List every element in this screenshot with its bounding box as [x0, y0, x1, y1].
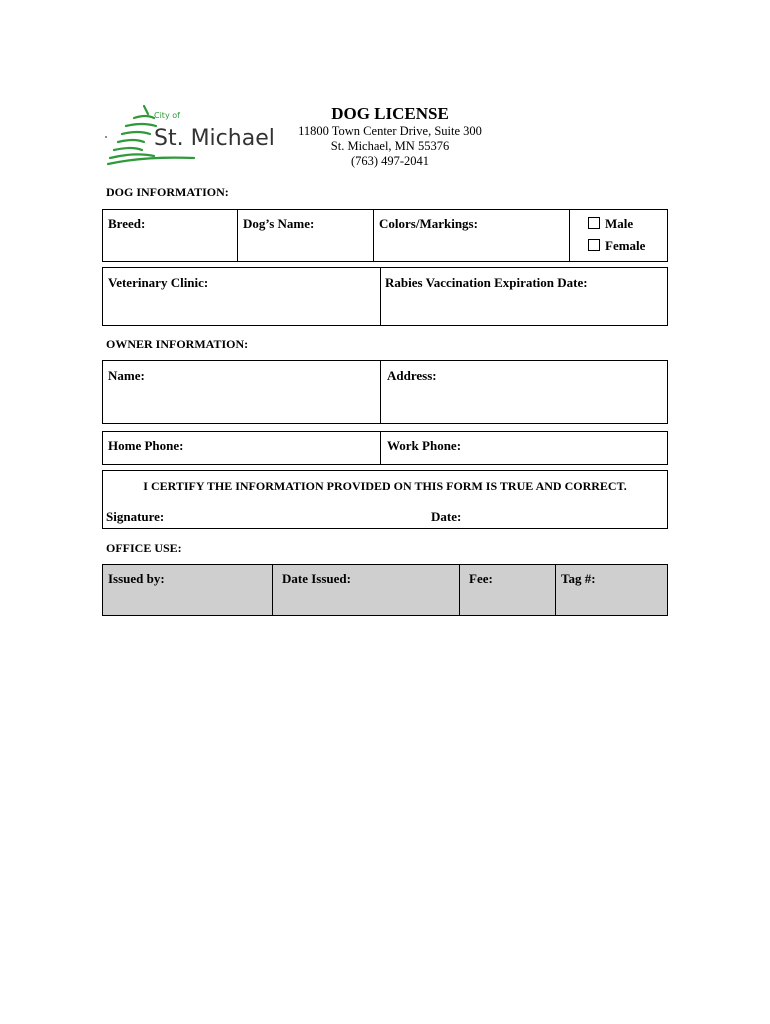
owner-address-field[interactable] — [380, 361, 667, 423]
date-issued-field[interactable] — [272, 565, 459, 615]
dog-info-row-2 — [102, 267, 668, 326]
colors-label: Colors/Markings: — [379, 216, 478, 231]
address-line-2: St. Michael, MN 55376 — [330, 139, 450, 153]
owner-info-row-1 — [102, 360, 668, 424]
date-label: Date: — [431, 509, 462, 524]
phone-number: (763) 497-2041 — [350, 154, 430, 168]
date-field[interactable] — [431, 509, 461, 525]
logo-small-text: City of — [154, 111, 180, 120]
dog-name-label: Dog’s Name: — [243, 216, 315, 231]
work-phone-field[interactable] — [380, 432, 667, 464]
female-checkbox[interactable] — [588, 239, 600, 251]
male-label: Male — [605, 216, 634, 231]
page-title: DOG LICENSE — [331, 104, 449, 123]
tag-label: Tag #: — [561, 571, 596, 586]
fee-field[interactable] — [459, 565, 555, 615]
signature-field[interactable] — [106, 509, 164, 525]
issued-by-field[interactable] — [103, 565, 272, 615]
vet-clinic-field[interactable] — [103, 268, 380, 325]
breed-field[interactable] — [103, 210, 237, 261]
issued-by-label: Issued by: — [108, 571, 165, 586]
dog-info-label: DOG INFORMATION: — [106, 185, 229, 199]
dog-name-field[interactable] — [237, 210, 373, 261]
home-phone-label: Home Phone: — [108, 438, 184, 453]
male-checkbox[interactable] — [588, 217, 600, 229]
fee-label: Fee: — [469, 571, 493, 586]
owner-name-field[interactable] — [103, 361, 380, 423]
certification-box — [102, 470, 668, 529]
date-issued-label: Date Issued: — [282, 571, 351, 586]
sex-field — [569, 210, 667, 261]
office-use-row — [102, 564, 668, 616]
owner-info-label: OWNER INFORMATION: — [106, 337, 249, 351]
office-use-label: OFFICE USE: — [106, 541, 182, 555]
colors-field[interactable] — [373, 210, 569, 261]
work-phone-label: Work Phone: — [387, 438, 462, 453]
breed-label: Breed: — [108, 216, 146, 231]
owner-name-label: Name: — [108, 368, 145, 383]
owner-address-label: Address: — [387, 368, 437, 383]
signature-label: Signature: — [106, 509, 165, 524]
rabies-label: Rabies Vaccination Expiration Date: — [385, 275, 588, 290]
owner-info-row-2 — [102, 431, 668, 465]
address-line-1: 11800 Town Center Drive, Suite 300 — [298, 124, 482, 138]
male-option[interactable] — [588, 216, 633, 232]
vet-clinic-label: Veterinary Clinic: — [108, 275, 209, 290]
certification-statement: I CERTIFY THE INFORMATION PROVIDED ON THIS FORM IS TRUE AND CORRECT. — [143, 479, 627, 493]
logo-text: St. Michael — [154, 126, 275, 151]
female-option[interactable] — [588, 238, 645, 254]
female-label: Female — [605, 238, 646, 253]
rabies-field[interactable] — [380, 268, 667, 325]
home-phone-field[interactable] — [103, 432, 380, 464]
city-logo — [104, 100, 284, 172]
tag-field[interactable] — [555, 565, 667, 615]
dog-info-row-1 — [102, 209, 668, 262]
